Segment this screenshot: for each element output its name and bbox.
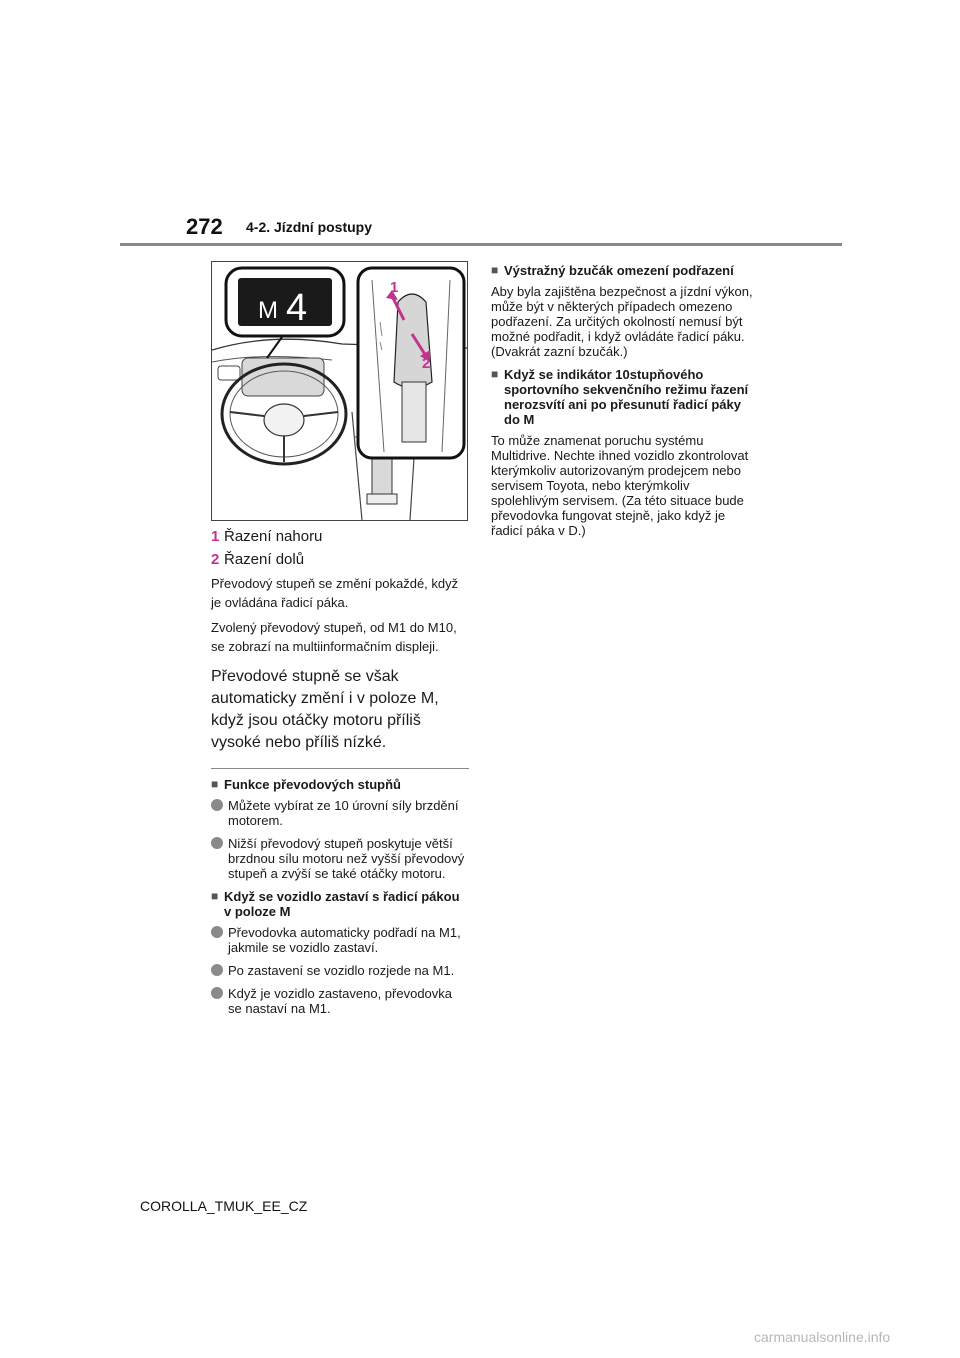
square-bullet-icon: ■ bbox=[211, 889, 219, 903]
square-bullet-icon: ■ bbox=[211, 777, 219, 791]
heading-text: Když se indikátor 10stupňového sportovního sekvenčního režimu řazení nerozsvítí ani po přesunutí řadicí páky do M bbox=[504, 367, 749, 427]
heading-text: Výstražný bzučák omezení podřazení bbox=[504, 263, 734, 278]
section-heading bbox=[211, 889, 469, 919]
bullet-text: Když je vozidlo zastaveno, převodovka se nastaví na M1. bbox=[228, 986, 453, 1016]
legend-text: Řazení nahoru bbox=[224, 528, 323, 545]
section-heading bbox=[491, 263, 753, 278]
left-column bbox=[211, 528, 469, 1024]
display-mode-letter: M bbox=[258, 297, 278, 324]
section-title: 4-2. Jízdní postupy bbox=[246, 219, 373, 235]
section-heading bbox=[491, 367, 753, 427]
callout-number-2: 2 bbox=[422, 355, 431, 372]
legend-item bbox=[211, 528, 469, 546]
steering-hub bbox=[264, 404, 304, 436]
legend-item bbox=[211, 551, 469, 569]
right-column bbox=[491, 257, 753, 546]
heading-text: Funkce převodových stupňů bbox=[224, 777, 401, 792]
document-code: COROLLA_TMUK_EE_CZ bbox=[140, 1198, 308, 1214]
bullet-text: Po zastavení se vozidlo rozjede na M1. bbox=[228, 963, 455, 978]
note-text: Převodový stupeň se změní pokaždé, když je ovládána řadicí páka. bbox=[211, 576, 459, 610]
bullet-text: Převodovka automaticky podřadí na M1, jakmile se vozidlo zastaví. bbox=[228, 925, 461, 955]
shift-shaft bbox=[402, 382, 426, 442]
circle-bullet-icon bbox=[211, 799, 223, 811]
shift-lever-illustration bbox=[211, 261, 468, 521]
heading-text: Když se vozidlo zastaví s řadicí pákou v poloze M bbox=[224, 889, 460, 919]
bullet-item bbox=[211, 925, 469, 955]
circle-bullet-icon bbox=[211, 987, 223, 999]
watermark-text: carmanualsonline.info bbox=[754, 1329, 891, 1345]
shift-boot bbox=[367, 494, 397, 504]
section-heading bbox=[211, 777, 469, 792]
cockpit-drawing bbox=[212, 262, 467, 520]
paragraph: To může znamenat poruchu systému Multidrive. Nechte ihned vozidlo zkontrolovat kterýmkoliv autorizovaným prodejcem nebo servisem Toyota, nebo kterýmkoliv spolehlivým servisem. (Za této situace bude převodovka fungovat stejně, jako když je řadicí páka v D.) bbox=[491, 433, 749, 538]
bullet-item bbox=[211, 798, 469, 828]
bullet-item bbox=[211, 963, 469, 978]
callout-number-1: 1 bbox=[390, 279, 399, 296]
air-vent-left bbox=[218, 366, 240, 380]
page-number: 272 bbox=[186, 214, 223, 239]
bullet-text: Nižší převodový stupeň poskytuje větší brzdnou sílu motoru než vyšší převodový stupeň a zvýší se také otáčky motoru. bbox=[228, 836, 465, 881]
bullet-item bbox=[211, 986, 469, 1016]
legend-number: 2 bbox=[211, 551, 220, 568]
multi-info-display bbox=[238, 278, 332, 326]
circle-bullet-icon bbox=[211, 926, 223, 938]
display-gear-number: 4 bbox=[286, 287, 308, 329]
important-note: Převodové stupně se však automaticky změní i v poloze M, když jsou otáčky motoru příliš vysoké nebo příliš nízké. bbox=[211, 668, 439, 751]
square-bullet-icon: ■ bbox=[491, 263, 499, 277]
bullet-text: Můžete vybírat ze 10 úrovní síly brzdění motorem. bbox=[228, 798, 459, 828]
section-divider bbox=[211, 768, 469, 769]
note-text: Zvolený převodový stupeň, od M1 do M10, se zobrazí na multiinformačním displeji. bbox=[211, 620, 457, 654]
square-bullet-icon: ■ bbox=[491, 367, 499, 381]
legend-number: 1 bbox=[211, 528, 220, 545]
bullet-item bbox=[211, 836, 469, 881]
paragraph: Aby byla zajištěna bezpečnost a jízdní výkon, může být v některých případech omezeno podřazení. Za určitých okolností nemusí být možné podřadit, i když ovládáte řadicí páku. (Dvakrát zazní bzučák.) bbox=[491, 284, 753, 359]
header-divider bbox=[120, 243, 842, 246]
circle-bullet-icon bbox=[211, 837, 223, 849]
circle-bullet-icon bbox=[211, 964, 223, 976]
legend-text: Řazení dolů bbox=[224, 551, 305, 568]
